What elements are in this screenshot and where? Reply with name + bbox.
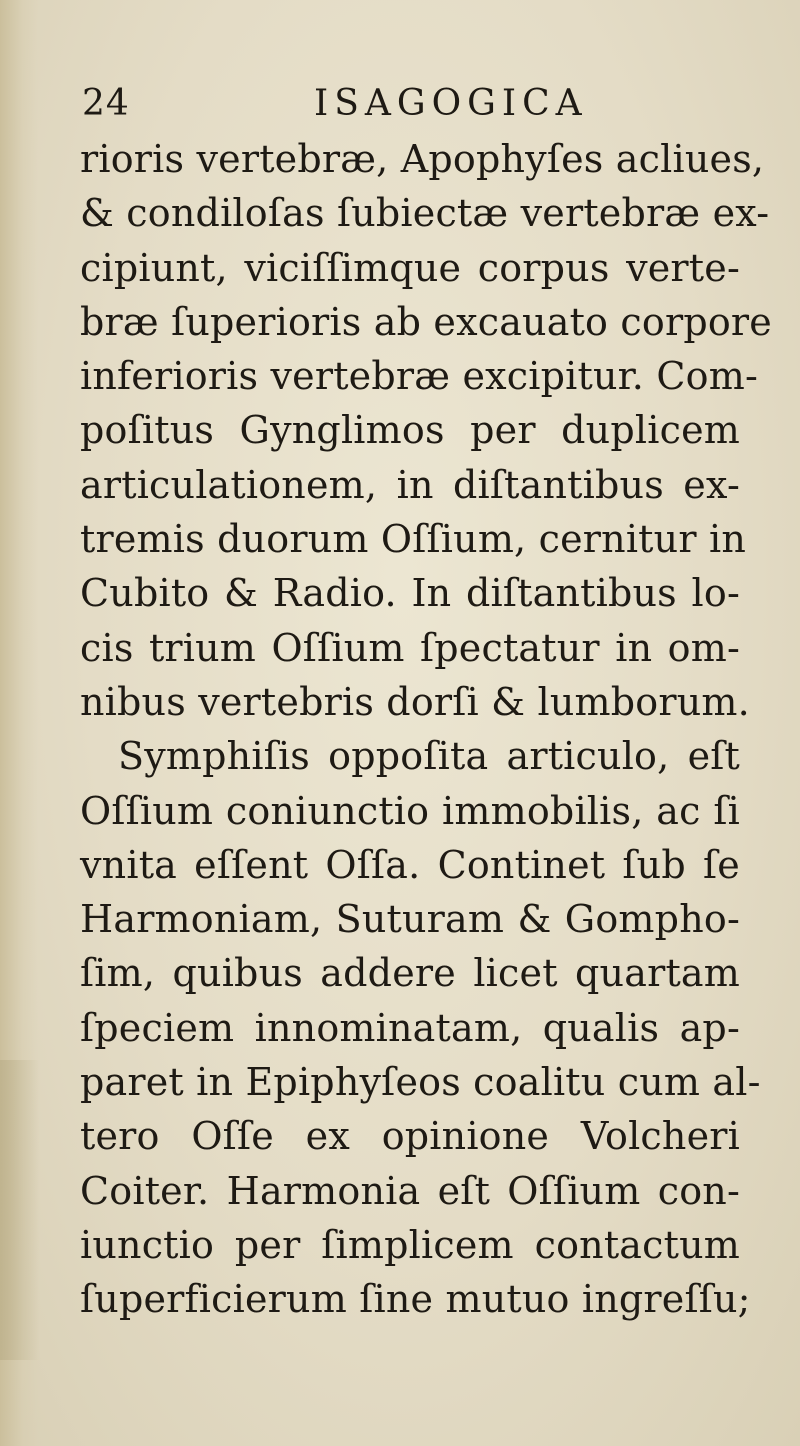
text-line: & condiloſas ſubiectæ vertebræ ex- xyxy=(80,191,770,236)
text-line: ſpeciem innominatam, qualis ap- xyxy=(80,1005,740,1050)
text-line: Coiter. Harmonia eſt Oſſium con- xyxy=(80,1168,740,1213)
text-line: Harmoniam, Suturam & Gompho- xyxy=(80,897,740,942)
running-title: ISAGOGICA xyxy=(314,83,588,124)
paragraph-first-line: Symphiſis oppoſita articulo, eſt xyxy=(118,734,740,779)
text-line: paret in Epiphyſeos coalitu cum al- xyxy=(80,1060,761,1105)
text-line: Oſſium coniunctio immobilis, ac ſi xyxy=(80,788,740,833)
text-line: poſitus Gynglimos per duplicem xyxy=(80,408,740,453)
body-text xyxy=(80,132,772,1327)
text-line: Cubito & Radio. In diſtantibus lo- xyxy=(80,571,740,616)
text-line: iunctio per ſimplicem contactum xyxy=(80,1222,740,1267)
text-line: bræ ſuperioris ab excauato corpore xyxy=(80,299,772,344)
text-line: vnita eſſent Oſſa. Continet ſub ſe xyxy=(80,842,740,887)
text-line: tremis duorum Oſſium, cernitur in xyxy=(80,517,746,562)
text-line: tero Oſſe ex opinione Volcheri xyxy=(80,1114,740,1159)
text-line: nibus vertebris dorſi & lumborum. xyxy=(80,679,750,724)
text-line: cipiunt, viciſſimque corpus verte- xyxy=(80,245,740,290)
text-line: articulationem, in diſtantibus ex- xyxy=(80,462,740,507)
text-line: cis trium Oſſium ſpectatur in om- xyxy=(80,625,740,670)
page-header xyxy=(82,80,742,130)
text-line: inferioris vertebræ excipitur. Com- xyxy=(80,354,758,399)
page-number: 24 xyxy=(82,83,130,124)
page-stain xyxy=(0,1060,40,1360)
text-line: ſuperficierum ſine mutuo ingreſſu; xyxy=(80,1277,751,1322)
text-line: ſim, quibus addere licet quartam xyxy=(80,951,740,996)
text-line: rioris vertebræ, Apophyſes acliues, xyxy=(80,137,765,181)
